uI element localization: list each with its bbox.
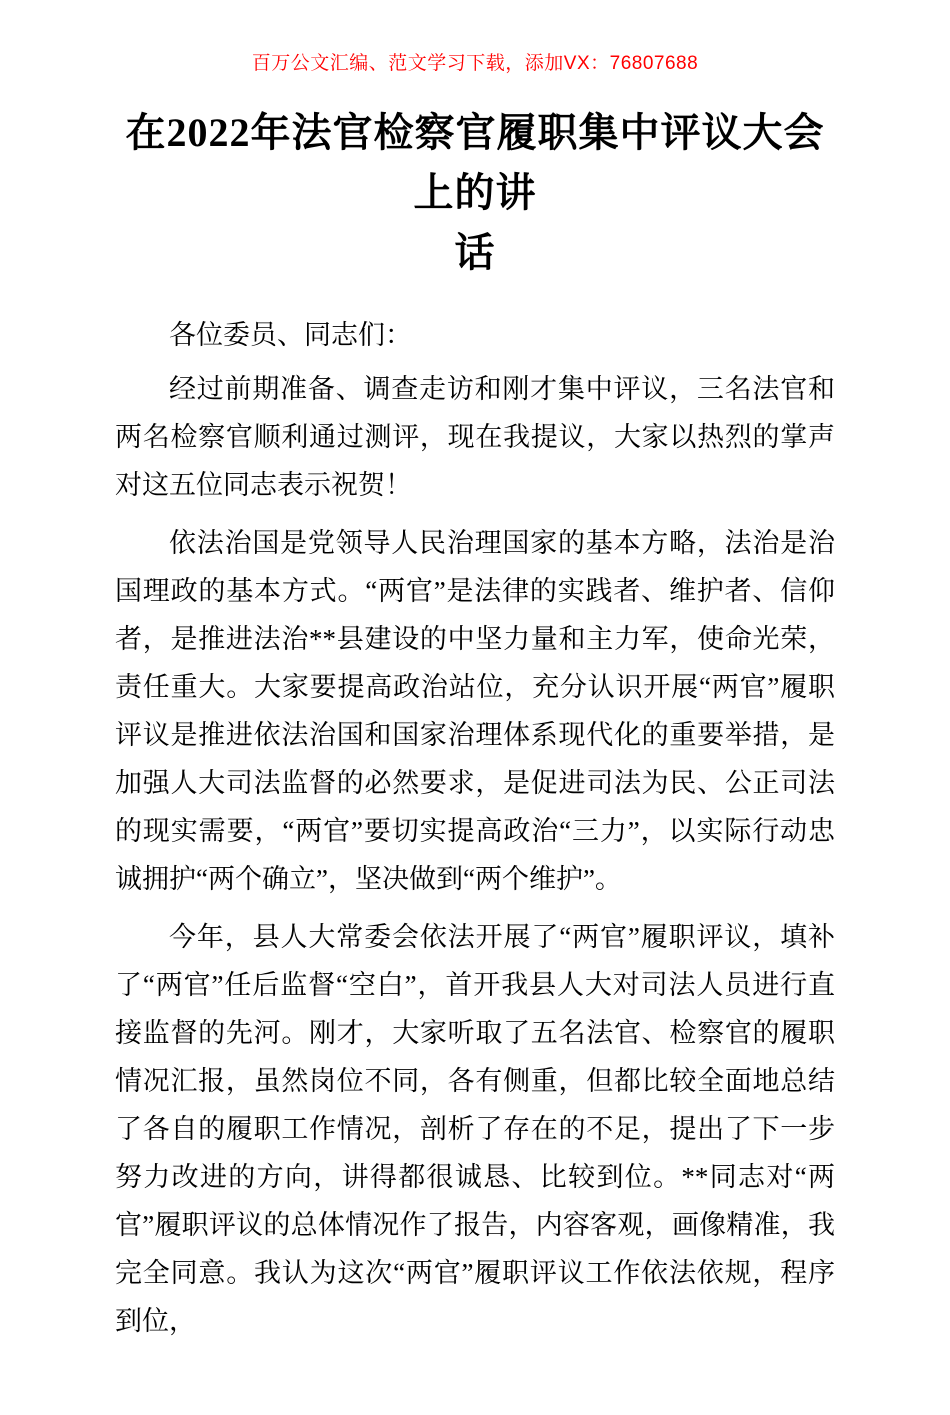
document-title-line2: 话	[454, 230, 496, 275]
document-body	[115, 311, 835, 1345]
paragraph: 经过前期准备、调查走访和刚才集中评议，三名法官和两名检察官顺利通过测评，现在我提议，大家以热烈的掌声对这五位同志表示祝贺！	[115, 374, 835, 500]
header-notice: 百万公文汇编、范文学习下载，添加VX：76807688	[251, 53, 699, 74]
paragraph: 今年，县人大常委会依法开展了“两官”履职评议，填补了“两官”任后监督“空白”，首开我县人大对司法人员进行直接监督的先河。刚才，大家听取了五名法官、检察官的履职情况汇报，虽然岗位不同，各有侧重，但都比较全面地总结了各自的履职工作情况，剖析了存在的不足，提出了下一步努力改进的方向，讲得都很诚恳、比较到位。**同志对“两官”履职评议的总体情况作了报告，内容客观，画像精准，我完全同意。我认为这次“两官”履职评议工作依法依规，程序到位，	[115, 922, 835, 1336]
paragraph: 依法治国是党领导人民治理国家的基本方略，法治是治国理政的基本方式。“两官”是法律的实践者、维护者、信仰者，是推进法治**县建设的中坚力量和主力军，使命光荣，责任重大。大家要提高政治站位，充分认识开展“两官”履职评议是推进依法治国和国家治理体系现代化的重要举措，是加强人大司法监督的必然要求，是促进司法为民、公正司法的现实需要，“两官”要切实提高政治“三力”，以实际行动忠诚拥护“两个确立”，坚决做到“两个维护”。	[115, 528, 835, 894]
paragraph-salutation: 各位委员、同志们：	[169, 320, 412, 350]
document-title	[115, 103, 835, 283]
document-title-line1: 在2022年法官检察官履职集中评议大会上的讲	[125, 110, 825, 215]
